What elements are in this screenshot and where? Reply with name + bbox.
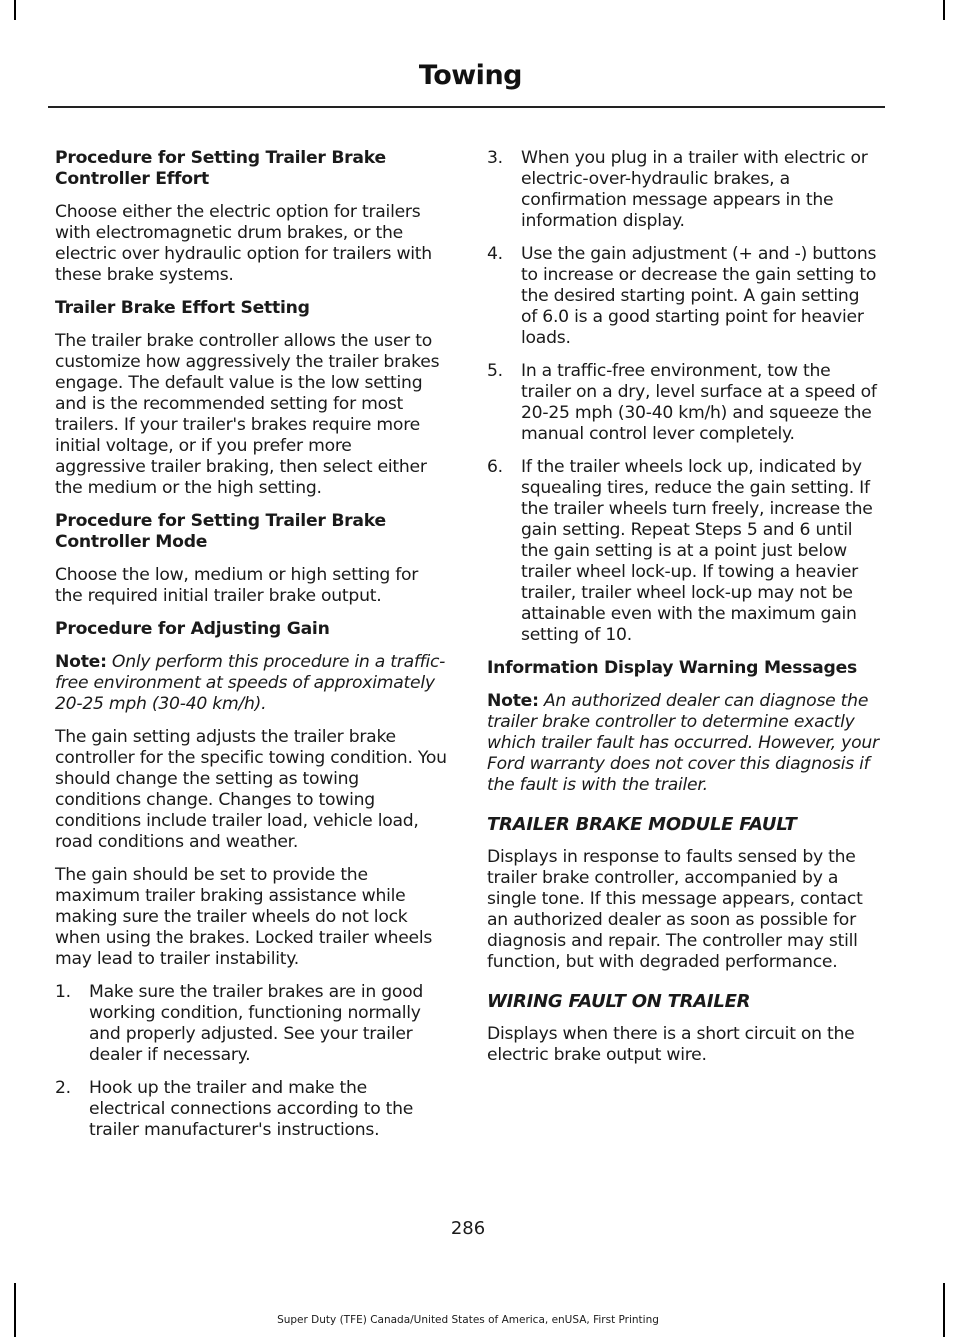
header-divider [48, 106, 885, 108]
list-item-step-5 [487, 361, 879, 445]
step-text: Use the gain adjustment (+ and -) buttons to increase or decrease the gain setting to the desired starting point. A gain setting of 6.0 is a good starting point for heavier loads. [521, 244, 877, 348]
paragraph-module-fault: Displays in response to faults sensed by the trailer brake controller, accompanied by a single tone. If this message appears, contact an authorized dealer as soon as possible for diagnosis and repair. The controller may still function, but with degraded performance. [487, 847, 863, 972]
crop-mark-top-right [943, 0, 945, 20]
step-text: Hook up the trailer and make the electrical connections according to the trailer manufacturer's instructions. [89, 1078, 414, 1140]
list-item-step-3 [487, 148, 879, 232]
note-text: An authorized dealer can diagnose the trailer brake controller to determine exactly which trailer fault has occurred. However, your Ford warranty does not cover this diagnosis if the fault is with the trailer. [487, 691, 879, 795]
crop-mark-bottom-left [14, 1283, 16, 1337]
list-item-step-6 [487, 457, 879, 646]
crop-mark-top-left [14, 0, 16, 20]
paragraph-effort-setting: The trailer brake controller allows the user to customize how aggressively the trailer brakes engage. The default value is the low setting and is the recommended setting for most trailers. If your trailer's brakes require more initial voltage, or if you prefer more aggressive trailer braking, then select either the medium or the high setting. [55, 331, 440, 498]
paragraph-effort-options: Choose either the electric option for trailers with electromagnetic drum brakes, or the electric over hydraulic option for trailers with these brake systems. [55, 202, 432, 285]
note-label: Note: [55, 652, 107, 672]
note-text: Only perform this procedure in a traffic-free environment at speeds of approximately 20-25 mph (30-40 km/h). [55, 652, 446, 714]
left-column [55, 148, 447, 1153]
heading-controller-mode: Procedure for Setting Trailer Brake Controller Mode [55, 511, 386, 552]
heading-wiring-fault: WIRING FAULT ON TRAILER [487, 991, 751, 1012]
paragraph-wiring-fault: Displays when there is a short circuit on the electric brake output wire. [487, 1024, 855, 1065]
step-number: 2. [55, 1078, 71, 1098]
paragraph-controller-mode: Choose the low, medium or high setting for the required initial trailer brake output. [55, 565, 419, 606]
heading-warning-messages: Information Display Warning Messages [487, 658, 857, 678]
crop-mark-bottom-right [943, 1283, 945, 1337]
step-text: If the trailer wheels lock up, indicated by squealing tires, reduce the gain setting. If the trailer wheels turn freely, increase the gain setting. Repeat Steps 5 and 6 until the gain setting is at a point just below trailer wheel lock-up. If towing a heavier trailer, trailer wheel lock-up may not be attainable even with the maximum gain setting of 10. [521, 457, 873, 645]
section-title: Towing [418, 60, 522, 91]
heading-adjusting-gain: Procedure for Adjusting Gain [55, 619, 330, 639]
step-text: Make sure the trailer brakes are in good working condition, functioning normally and properly adjusted. See your trailer dealer if necessary. [89, 982, 424, 1065]
note-dealer-diagnosis [487, 691, 879, 796]
footer-edition: Super Duty (TFE) Canada/United States of America, enUSA, First Printing [277, 1314, 659, 1326]
list-item-step-1 [55, 982, 447, 1066]
step-number: 6. [487, 457, 503, 477]
list-item-step-2 [55, 1078, 447, 1141]
page-number: 286 [450, 1218, 486, 1239]
step-number: 1. [55, 982, 71, 1002]
note-gain-procedure [55, 652, 447, 715]
right-column [487, 148, 879, 1078]
list-item-step-4 [487, 244, 879, 349]
step-number: 5. [487, 361, 503, 381]
note-label: Note: [487, 691, 539, 711]
paragraph-gain-assistance: The gain should be set to provide the maximum trailer braking assistance while making sure the trailer wheels do not lock when using the brakes. Locked trailer wheels may lead to trailer instability. [55, 865, 433, 969]
heading-module-fault: TRAILER BRAKE MODULE FAULT [487, 814, 797, 835]
step-text: In a traffic-free environment, tow the trailer on a dry, level surface at a speed of 20-25 mph (30-40 km/h) and squeeze the manual control lever completely. [521, 361, 877, 444]
heading-controller-effort: Procedure for Setting Trailer Brake Controller Effort [55, 148, 386, 189]
step-number: 4. [487, 244, 503, 264]
heading-effort-setting: Trailer Brake Effort Setting [55, 298, 310, 318]
step-text: When you plug in a trailer with electric or electric-over-hydraulic brakes, a confirmation message appears in the information display. [521, 148, 868, 231]
step-number: 3. [487, 148, 503, 168]
paragraph-gain-setting: The gain setting adjusts the trailer brake controller for the specific towing condition. You should change the setting as towing conditions change. Changes to towing conditions include trailer load, vehicle load, road conditions and weather. [55, 727, 447, 852]
